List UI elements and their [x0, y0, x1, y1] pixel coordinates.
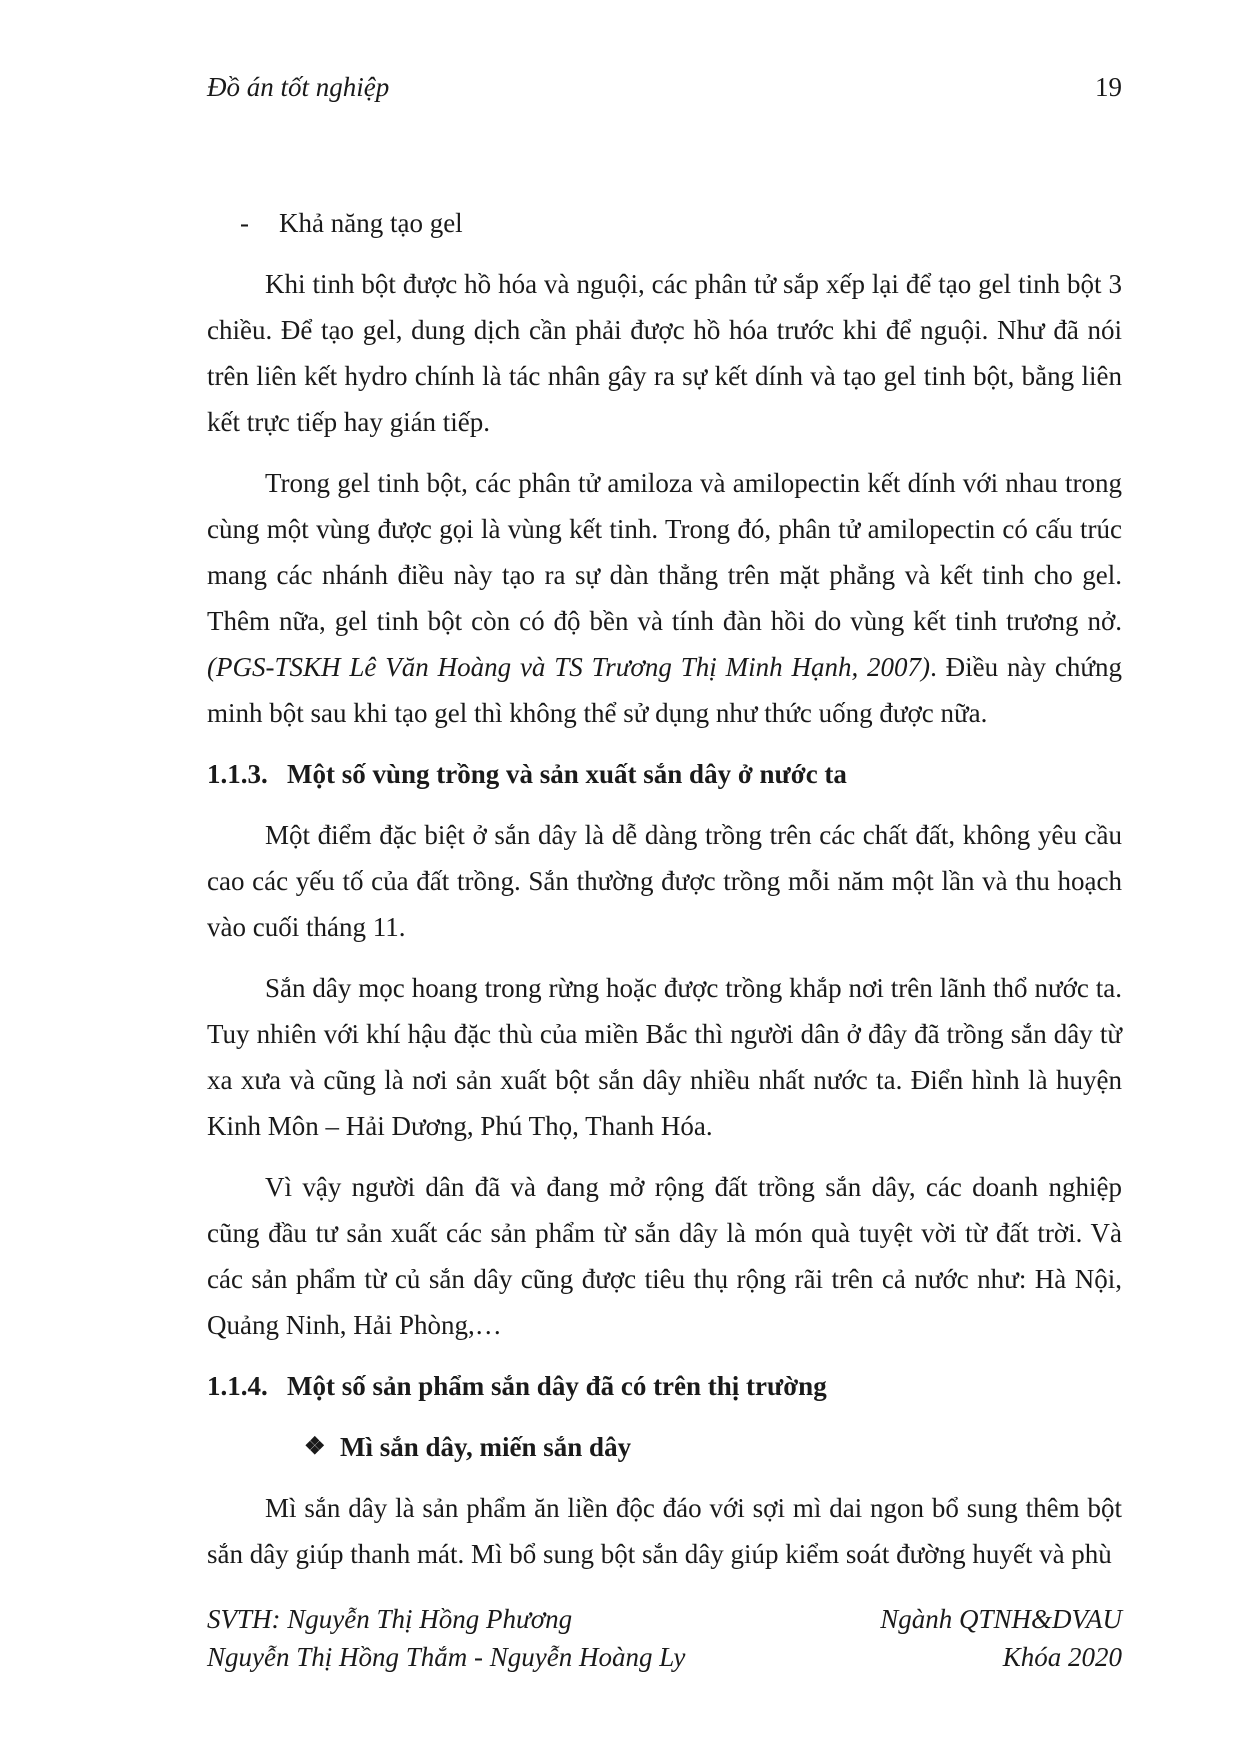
page-header [207, 72, 1122, 112]
section-number: 1.1.3. [207, 759, 268, 789]
paragraph-noodles: Mì sắn dây là sản phẩm ăn liền độc đáo với sợi mì dai ngon bổ sung thêm bột sắn dây giúp thanh mát. Mì bổ sung bột sắn dây giúp kiểm soát đường huyết và phù [207, 1493, 1122, 1569]
document-title: Đồ án tốt nghiệp [207, 72, 390, 102]
dash-bullet: - [240, 208, 249, 238]
diamond-bullet-icon: ❖ [304, 1434, 326, 1460]
paragraph-gel-formation: Khi tinh bột được hồ hóa và nguội, các phân tử sắp xếp lại để tạo gel tinh bột 3 chiều. Để tạo gel, dung dịch cần phải được hồ hóa trước khi để nguội. Như đã nói trên liên kết hydro chính là tác nhân gây ra sự kết dính và tạo gel tinh bột, bằng liên kết trực tiếp hay gián tiếp. [207, 269, 1122, 437]
page-content [207, 200, 1122, 1592]
paragraph-text: Trong gel tinh bột, các phân tử amiloza và amilopectin kết dính với nhau trong cùng một vùng được gọi là vùng kết tinh. Trong đó, phân tử amilopectin có cấu trúc mang các nhánh điều này tạo ra sự dàn thẳng trên mặt phẳng và kết tinh cho gel. Thêm nữa, gel tinh bột còn có độ bền và tính đàn hồi do vùng kết tinh trương nở. [207, 468, 1122, 636]
paragraph-cultivation: Một điểm đặc biệt ở sắn dây là dễ dàng trồng trên các chất đất, không yêu cầu cao các yếu tố của đất trồng. Sắn thường được trồng mỗi năm một lần và thu hoạch vào cuối tháng 11. [207, 820, 1122, 942]
footer-author-line-1: SVTH: Nguyễn Thị Hồng Phương [207, 1604, 573, 1634]
paragraph-gel-structure [207, 460, 1122, 736]
page-number: 19 [1095, 72, 1122, 102]
footer-program-line-2: Khóa 2020 [1002, 1642, 1122, 1672]
bullet-item [207, 200, 1122, 246]
section-heading-1-1-3 [207, 751, 1122, 797]
citation: (PGS-TSKH Lê Văn Hoàng và TS Trương Thị Minh Hạnh, 2007) [207, 652, 931, 682]
paragraph-expansion: Vì vậy người dân đã và đang mở rộng đất trồng sắn dây, các doanh nghiệp cũng đầu tư sản xuất các sản phẩm từ sắn dây là món quà tuyệt vời từ đất trời. Và các sản phẩm từ củ sắn dây cũng được tiêu thụ rộng rãi trên cả nước như: Hà Nội, Quảng Ninh, Hải Phòng,… [207, 1172, 1122, 1340]
section-heading-1-1-4 [207, 1363, 1122, 1409]
section-title: Một số sản phẩm sắn dây đã có trên thị trường [287, 1371, 827, 1401]
section-title: Một số vùng trồng và sản xuất sắn dây ở nước ta [287, 759, 847, 789]
footer-program-line-1: Ngành QTNH&DVAU [880, 1604, 1122, 1634]
bullet-text: Khả năng tạo gel [279, 208, 463, 238]
footer-authors [207, 1600, 685, 1676]
footer-program [880, 1600, 1122, 1676]
paragraph-text-end: . Điều này chứng minh bột sau khi tạo gel thì không thể sử dụng như thức uống được nữa. [207, 652, 1122, 728]
section-number: 1.1.4. [207, 1371, 268, 1401]
paragraph-regions: Sắn dây mọc hoang trong rừng hoặc được trồng khắp nơi trên lãnh thổ nước ta. Tuy nhiên với khí hậu đặc thù của miền Bắc thì người dân ở đây đã trồng sắn dây từ xa xưa và cũng là nơi sản xuất bột sắn dây nhiều nhất nước ta. Điển hình là huyện Kinh Môn – Hải Dương, Phú Thọ, Thanh Hóa. [207, 973, 1122, 1141]
footer-author-line-2: Nguyễn Thị Hồng Thắm - Nguyễn Hoàng Ly [207, 1642, 686, 1672]
subsection-heading-noodles [207, 1424, 1122, 1470]
subsection-title: Mì sắn dây, miến sắn dây [340, 1432, 632, 1462]
